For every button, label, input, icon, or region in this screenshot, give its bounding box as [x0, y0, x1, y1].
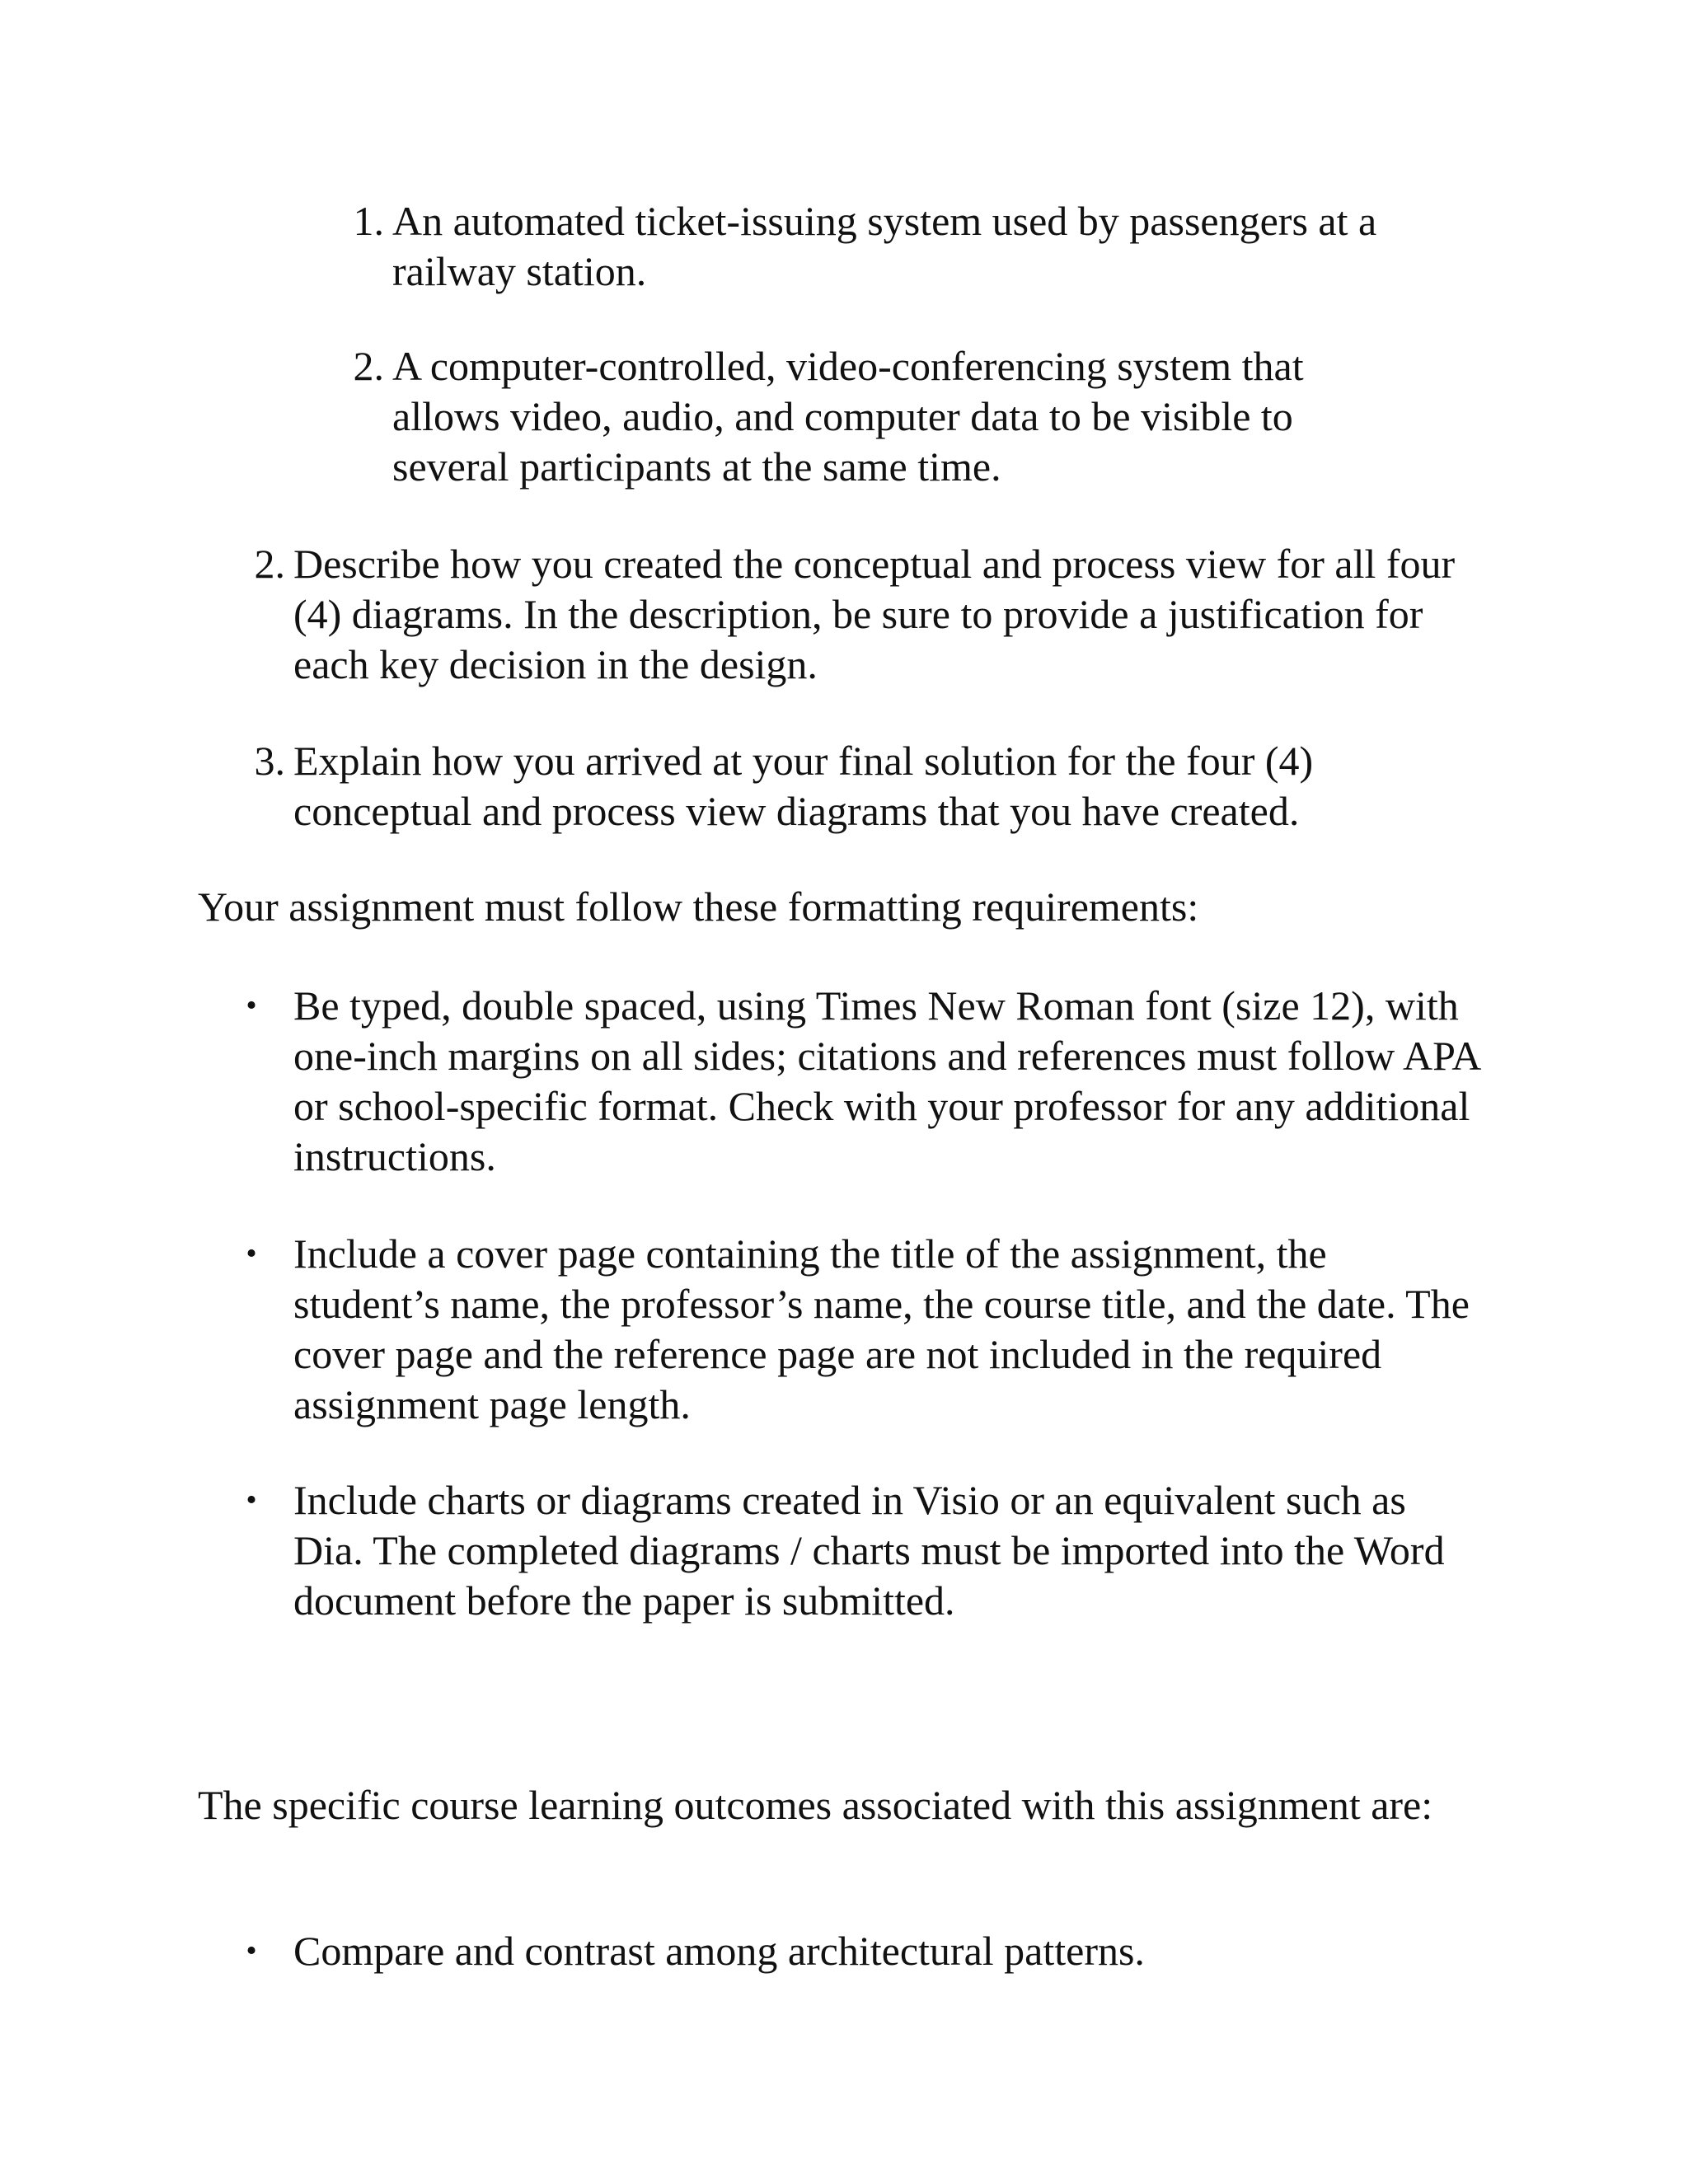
formatting-bullet-item	[231, 1475, 1475, 1626]
formatting-bullet-item	[231, 1229, 1484, 1430]
list-number: 2.	[353, 343, 384, 389]
list-number: 3.	[254, 738, 285, 784]
list-item-text: Include a cover page containing the title of the assignment, the student’s name, the professor’s name, the course title, and the date. The cover page and the reference page are not included in the required assignment page length.	[293, 1230, 1470, 1427]
list-item-text: Be typed, double spaced, using Times New Roman font (size 12), with one-inch margins on all sides; citations and references must follow APA or school-specific format. Check with your professor for any additional instructions.	[293, 982, 1479, 1179]
bullet-icon: •	[246, 1933, 257, 1968]
bullet-icon: •	[246, 1483, 257, 1517]
list-number: 2.	[254, 541, 285, 587]
list-item-text: Describe how you created the conceptual and process view for all four (4) diagrams. In the description, be sure to provide a justification for each key decision in the design.	[293, 541, 1456, 687]
sublist-item	[330, 196, 1467, 297]
bullet-icon: •	[246, 1236, 257, 1271]
main-list-item	[231, 736, 1418, 837]
formatting-bullet-item	[231, 981, 1484, 1182]
list-item-text: Compare and contrast among architectural patterns.	[293, 1928, 1145, 1974]
list-item-text: An automated ticket-issuing system used by passengers at a railway station.	[392, 198, 1377, 294]
bullet-icon: •	[246, 988, 257, 1023]
formatting-intro: Your assignment must follow these formatting requirements:	[198, 883, 1199, 930]
main-list-item	[231, 539, 1484, 690]
outcome-bullet-item	[231, 1926, 1484, 1976]
list-item-text: Include charts or diagrams created in Visio or an equivalent such as Dia. The completed diagrams / charts must be imported into the Word document before the paper is submitted.	[293, 1477, 1445, 1624]
list-item-text: Explain how you arrived at your final solution for the four (4) conceptual and process view diagrams that you have created.	[293, 738, 1314, 834]
sublist-item	[330, 341, 1409, 492]
outcomes-intro: The specific course learning outcomes associated with this assignment are:	[198, 1782, 1433, 1828]
list-item-text: A computer-controlled, video-conferencing system that allows video, audio, and computer data to be visible to several participants at the same time.	[392, 343, 1304, 490]
list-number: 1.	[353, 198, 384, 244]
